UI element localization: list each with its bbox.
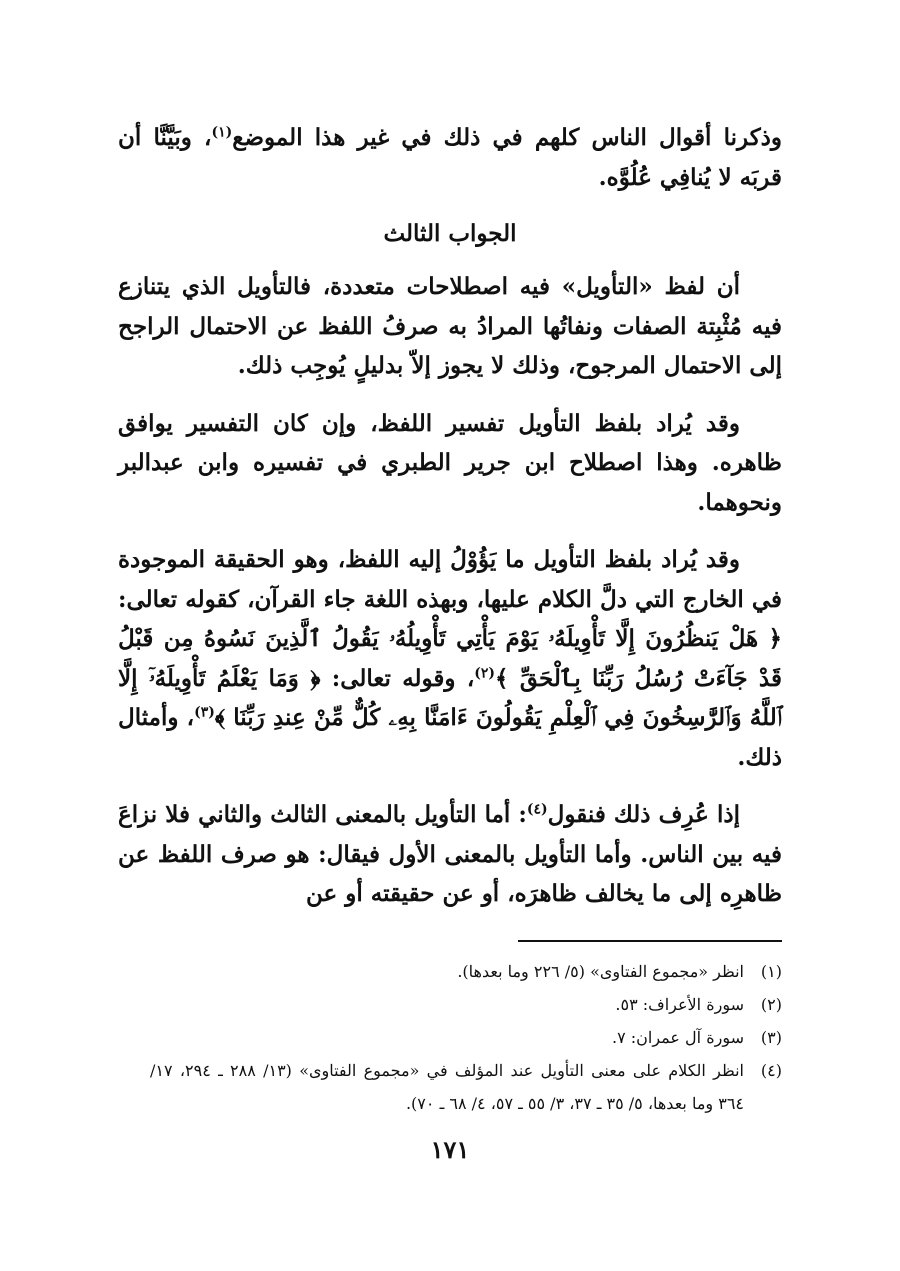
quran-verse-1: ﴿ هَلْ يَنظُرُونَ إِلَّا تَأْوِيلَهُۥ يَوْمَ يَأْتِي تَأْوِيلُهُۥ يَقُولُ ٱلَّذِينَ نَسُوهُ مِن قَبْلُ قَدْ جَآءَتْ رُسُلُ رَبِّنَا بِٱلْحَقِّ ﴾ [118, 625, 782, 692]
paragraph-2: أن لفظ «التأويل» فيه اصطلاحات متعددة، فالتأويل الذي يتنازع فيه مُثْبِتة الصفات ونفاتُها المرادُ به صرفُ اللفظ عن الاحتمال الراجح إلى الاحتمال المرجوح، وذلك لا يجوز إلاّ بدليلٍ يُوجِب ذلك. [118, 273, 782, 379]
paragraph-4-text-a: وقد يُراد بلفظ التأويل ما يَؤُوْلُ إليه اللفظ، وهو الحقيقة الموجودة في الخارج التي دلَّ الكلام عليها، وبهذه اللغة جاء القرآن، كقوله تعالى: [118, 546, 782, 613]
footnote-number: (٤) [760, 1061, 782, 1080]
paragraph-5-text-b: : أما التأويل بالمعنى الثالث والثاني فلا نزاعَ فيه بين الناس. وأما التأويل بالمعنى الأول فيقال: هو صرف اللفظ عن ظاهرِه إلى ما يخالف ظاهرَه، أو عن حقيقته أو عن [118, 801, 782, 907]
footnote-text: انظر «مجموع الفتاوى» (٥/ ٢٢٦ وما بعدها). [457, 962, 744, 981]
paragraph-1-text-a: وذكرنا أقوال الناس كلهم في ذلك في غير هذا الموضع [232, 124, 782, 151]
footnote-item [150, 955, 782, 988]
footnote-item [150, 1054, 782, 1120]
paragraph-5-text-a: إذا عُرِف ذلك فنقول [547, 801, 740, 828]
footnote-item [150, 1021, 782, 1054]
footnote-text: سورة آل عمران: ٧. [611, 1028, 744, 1047]
footnote-ref-3[interactable]: (٣) [194, 704, 215, 721]
main-text [118, 118, 782, 914]
footnote-ref-2[interactable]: (٢) [474, 664, 496, 681]
footnote-divider [518, 940, 782, 942]
footnote-number: (٢) [760, 995, 782, 1014]
footnote-number: (٣) [760, 1028, 782, 1047]
paragraph-4 [118, 540, 782, 777]
paragraph-1-text-b: ، وبَيَّنَّا أن قربَه لا يُنافِي عُلُوَّه. [118, 124, 782, 191]
footnote-text: انظر الكلام على معنى التأويل عند المؤلف في «مجموع الفتاوى» (١٣/ ٢٨٨ ـ ٢٩٤، ١٧/ ٣٦٤ وما بعدها، ٥/ ٣٥ ـ ٣٧، ٣/ ٥٥ ـ ٥٧، ٤/ ٦٨ ـ ٧٠). [150, 1061, 744, 1113]
footnote-text: سورة الأعراف: ٥٣. [615, 995, 744, 1014]
paragraph-4-text-b: ، وقوله تعالى: [320, 664, 475, 692]
paragraph-5 [118, 795, 782, 914]
paragraph-1 [118, 118, 782, 197]
footnote-number: (١) [760, 962, 782, 981]
footnote-ref-1[interactable]: (١) [211, 124, 233, 141]
footnote-item [150, 988, 782, 1021]
quran-verse-2: ﴿ وَمَا يَعْلَمُ تَأْوِيلَهُۥٓ إِلَّا ٱللَّهُ وَٱلرَّٰسِخُونَ فِي ٱلْعِلْمِ يَقُولُونَ ءَامَنَّا بِهِۦ كُلٌّ مِّنْ عِندِ رَبِّنَا ﴾ [118, 664, 782, 731]
section-heading: الجواب الثالث [383, 220, 517, 247]
footnote-ref-4[interactable]: (٤) [526, 801, 548, 818]
footnotes [150, 955, 782, 1120]
paragraph-3: وقد يُراد بلفظ التأويل تفسير اللفظ، وإن كان التفسير يوافق ظاهره. وهذا اصطلاح ابن جرير الطبري في تفسيره وابن عبدالبر ونحوهما. [118, 409, 782, 516]
paragraph-4-text-c: ، وأمثال ذلك. [118, 704, 782, 771]
page-number: ١٧١ [430, 1135, 470, 1164]
